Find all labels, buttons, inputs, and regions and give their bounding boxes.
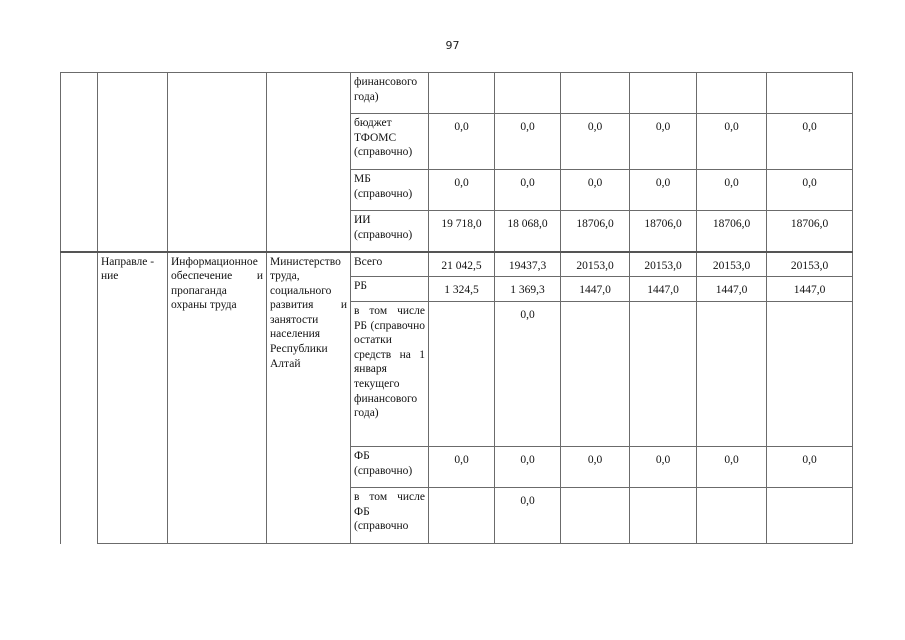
table-row (61, 252, 853, 277)
value-cell (429, 488, 495, 544)
funding-source: Всего (351, 252, 429, 277)
funding-source: в том числе РБ (справочно остатки средств на 1 января текущего финансового года) (351, 302, 429, 447)
empty-cell (98, 73, 168, 252)
value-cell: 0,0 (495, 488, 561, 544)
value-cell: 1 324,5 (429, 277, 495, 302)
value-cell: 0,0 (767, 170, 853, 211)
value-cell: 21 042,5 (429, 252, 495, 277)
direction-type-cell: Направле - ние (98, 252, 168, 544)
value-cell: 19 718,0 (429, 211, 495, 252)
executor-cell: Министерство труда, социального развития и занятости населения Республики Алтай (267, 252, 351, 544)
value-cell (697, 73, 767, 114)
value-cell: 0,0 (429, 114, 495, 170)
value-cell (561, 302, 630, 447)
funding-source: ИИ (справочно) (351, 211, 429, 252)
value-cell: 0,0 (697, 170, 767, 211)
table-row (61, 73, 853, 114)
value-cell: 0,0 (429, 170, 495, 211)
funding-source: ФБ (справочно) (351, 447, 429, 488)
empty-cell (168, 73, 267, 252)
value-cell: 0,0 (630, 114, 697, 170)
value-cell: 20153,0 (630, 252, 697, 277)
funding-source: бюджет ТФОМС (справочно) (351, 114, 429, 170)
funding-source: РБ (351, 277, 429, 302)
value-cell: 1 369,3 (495, 277, 561, 302)
value-cell (561, 73, 630, 114)
value-cell (630, 302, 697, 447)
value-cell: 0,0 (630, 447, 697, 488)
empty-cell (267, 73, 351, 252)
direction-name-cell: Информационное обеспечение и пропаганда охраны труда (168, 252, 267, 544)
value-cell (561, 488, 630, 544)
value-cell: 0,0 (697, 447, 767, 488)
value-cell (697, 302, 767, 447)
value-cell (767, 302, 853, 447)
value-cell (630, 73, 697, 114)
value-cell (630, 488, 697, 544)
value-cell: 0,0 (495, 170, 561, 211)
value-cell: 0,0 (429, 447, 495, 488)
value-cell: 18706,0 (697, 211, 767, 252)
value-cell: 18706,0 (767, 211, 853, 252)
value-cell: 1447,0 (767, 277, 853, 302)
funding-source: МБ (справочно) (351, 170, 429, 211)
value-cell: 0,0 (495, 447, 561, 488)
funding-source: в том числе ФБ (справочно (351, 488, 429, 544)
value-cell: 0,0 (561, 114, 630, 170)
funding-source: финансового года) (351, 73, 429, 114)
value-cell (767, 488, 853, 544)
value-cell: 18706,0 (630, 211, 697, 252)
value-cell: 18706,0 (561, 211, 630, 252)
value-cell: 20153,0 (561, 252, 630, 277)
value-cell: 19437,3 (495, 252, 561, 277)
value-cell: 0,0 (630, 170, 697, 211)
value-cell: 0,0 (767, 447, 853, 488)
budget-table (60, 72, 853, 544)
value-cell: 20153,0 (767, 252, 853, 277)
value-cell: 1447,0 (561, 277, 630, 302)
page-number: 97 (445, 39, 460, 52)
empty-cell (61, 73, 98, 252)
value-cell: 1447,0 (630, 277, 697, 302)
value-cell: 0,0 (561, 170, 630, 211)
value-cell: 18 068,0 (495, 211, 561, 252)
value-cell: 0,0 (561, 447, 630, 488)
value-cell: 0,0 (495, 302, 561, 447)
value-cell: 0,0 (495, 114, 561, 170)
value-cell: 20153,0 (697, 252, 767, 277)
value-cell (429, 302, 495, 447)
value-cell: 0,0 (697, 114, 767, 170)
value-cell (495, 73, 561, 114)
value-cell: 1447,0 (697, 277, 767, 302)
value-cell (697, 488, 767, 544)
value-cell (429, 73, 495, 114)
empty-cell (61, 252, 98, 544)
value-cell (767, 73, 853, 114)
value-cell: 0,0 (767, 114, 853, 170)
